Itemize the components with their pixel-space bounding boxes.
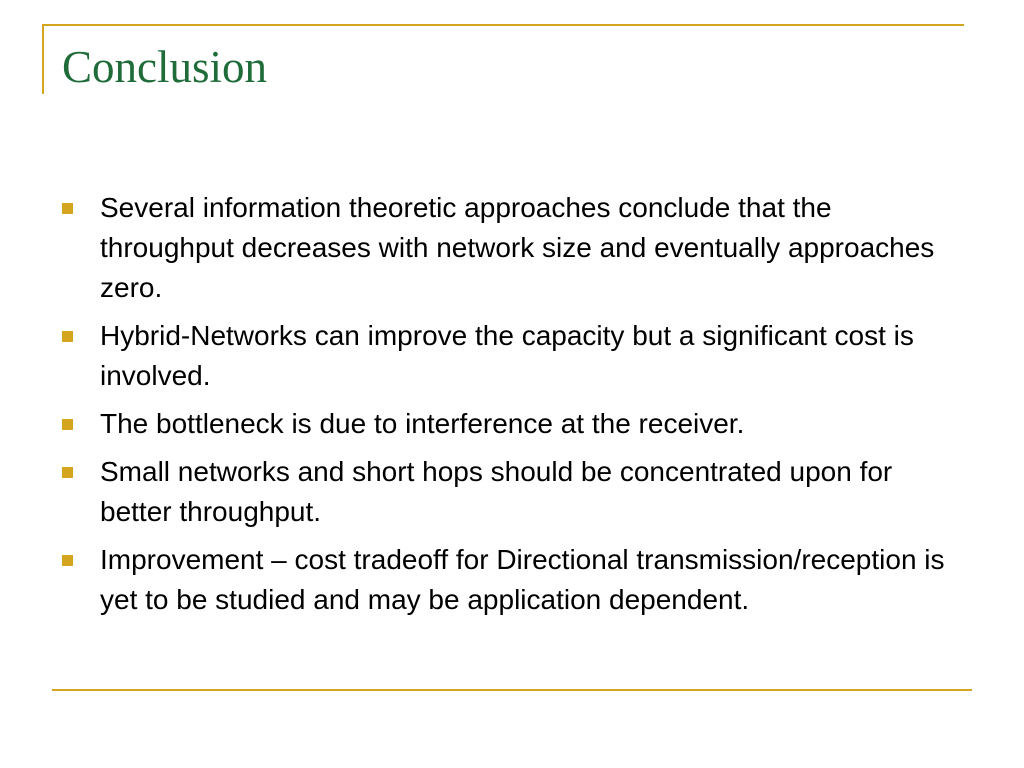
top-accent-line [42, 24, 964, 26]
bullet-text: Improvement – cost tradeoff for Directional transmission/reception is yet to be studied and may be application dependent. [100, 544, 945, 615]
bullet-text: Several information theoretic approaches conclude that the throughput decreases with network size and eventually approaches zero. [100, 192, 935, 303]
square-bullet-icon [62, 555, 73, 566]
bottom-accent-line [52, 689, 972, 691]
title-accent-bar [42, 24, 44, 94]
square-bullet-icon [62, 331, 73, 342]
bullet-item [62, 188, 952, 308]
square-bullet-icon [62, 419, 73, 430]
bullet-item [62, 404, 952, 444]
bullet-text: Small networks and short hops should be concentrated upon for better throughput. [100, 456, 893, 527]
square-bullet-icon [62, 467, 73, 478]
slide-title: Conclusion [62, 42, 268, 92]
bullet-list [62, 188, 952, 628]
square-bullet-icon [62, 203, 73, 214]
bullet-item [62, 316, 952, 396]
bullet-text: The bottleneck is due to interference at the receiver. [100, 408, 745, 439]
bullet-item [62, 540, 952, 620]
bullet-text: Hybrid-Networks can improve the capacity but a significant cost is involved. [100, 320, 914, 391]
bullet-item [62, 452, 952, 532]
